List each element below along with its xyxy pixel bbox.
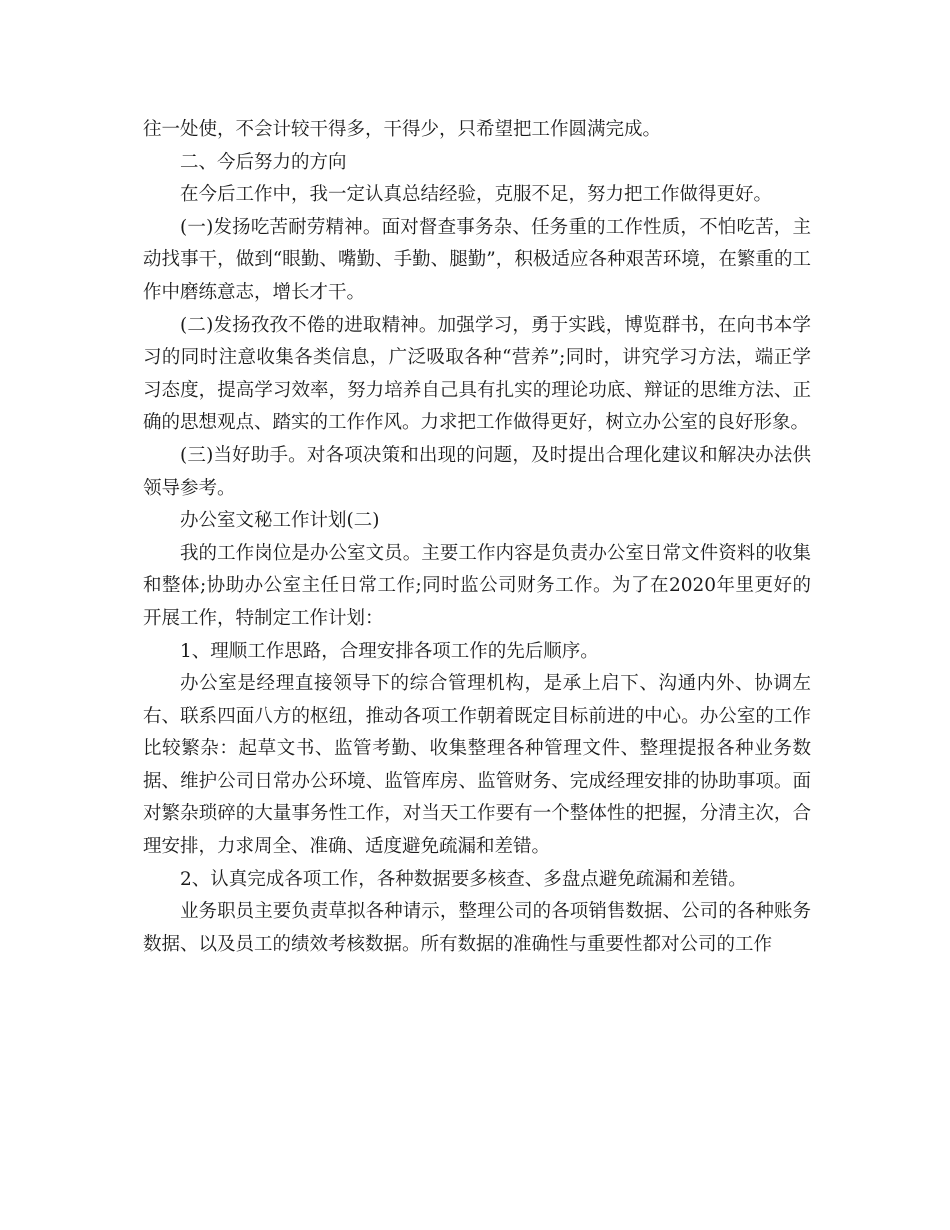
- document-body: [143, 114, 811, 961]
- paragraph: 办公室是经理直接领导下的综合管理机构，是承上启下、沟通内外、协调左右、联系四面八方的枢纽，推动各项工作朝着既定目标前进的中心。办公室的工作比较繁杂：起草文书、监管考勤、收集整理各种管理文件、整理提报各种业务数据、维护公司日常办公环境、监管库房、监管财务、完成经理安排的协助事项。面对繁杂琐碎的大量事务性工作，对当天工作要有一个整体性的把握，分清主次，合理安排，力求周全、准确、适度避免疏漏和差错。: [143, 673, 811, 858]
- paragraph: 在今后工作中，我一定认真总结经验，克服不足，努力把工作做得更好。: [180, 184, 773, 206]
- paragraph-continuation: 往一处使，不会计较干得多，干得少，只希望把工作圆满完成。: [143, 119, 662, 140]
- paragraph: (二)发扬孜孜不倦的进取精神。加强学习，勇于实践，博览群书，在向书本学习的同时注意收集各类信息，广泛吸取各种“营养”;同时，讲究学习方法，端正学习态度，提高学习效率，努力培养自己具有扎实的理论功底、辩证的思维方法、正确的思想观点、踏实的工作作风。力求把工作做得更好，树立办公室的良好形象。: [143, 314, 811, 434]
- paragraph: (三)当好助手。对各项决策和出现的问题，及时提出合理化建议和解决办法供领导参考。: [143, 444, 811, 499]
- paragraph: 我的工作岗位是办公室文员。主要工作内容是负责办公室日常文件资料的收集和整体;协助办公室主任日常工作;同时监公司财务工作。为了在2020年里更好的开展工作，特制定工作计划：: [143, 542, 811, 629]
- section-title-work-plan-2: 办公室文秘工作计划(二): [180, 510, 380, 532]
- section-heading-future-direction: 二、今后努力的方向: [180, 151, 347, 173]
- paragraph: 业务职员主要负责草拟各种请示，整理公司的各项销售数据、公司的各种账务数据、以及员工的绩效考核数据。所有数据的准确性与重要性都对公司的工作: [143, 901, 811, 955]
- paragraph: (一)发扬吃苦耐劳精神。面对督查事务杂、任务重的工作性质，不怕吃苦，主动找事干，做到“眼勤、嘴勤、手勤、腿勤”，积极适应各种艰苦环境，在繁重的工作中磨练意志，增长才干。: [143, 216, 811, 303]
- list-item-heading: 2、认真完成各项工作，各种数据要多核查、多盘点避免疏漏和差错。: [180, 868, 747, 890]
- list-item-heading: 1、理顺工作思路，合理安排各项工作的先后顺序。: [180, 640, 599, 662]
